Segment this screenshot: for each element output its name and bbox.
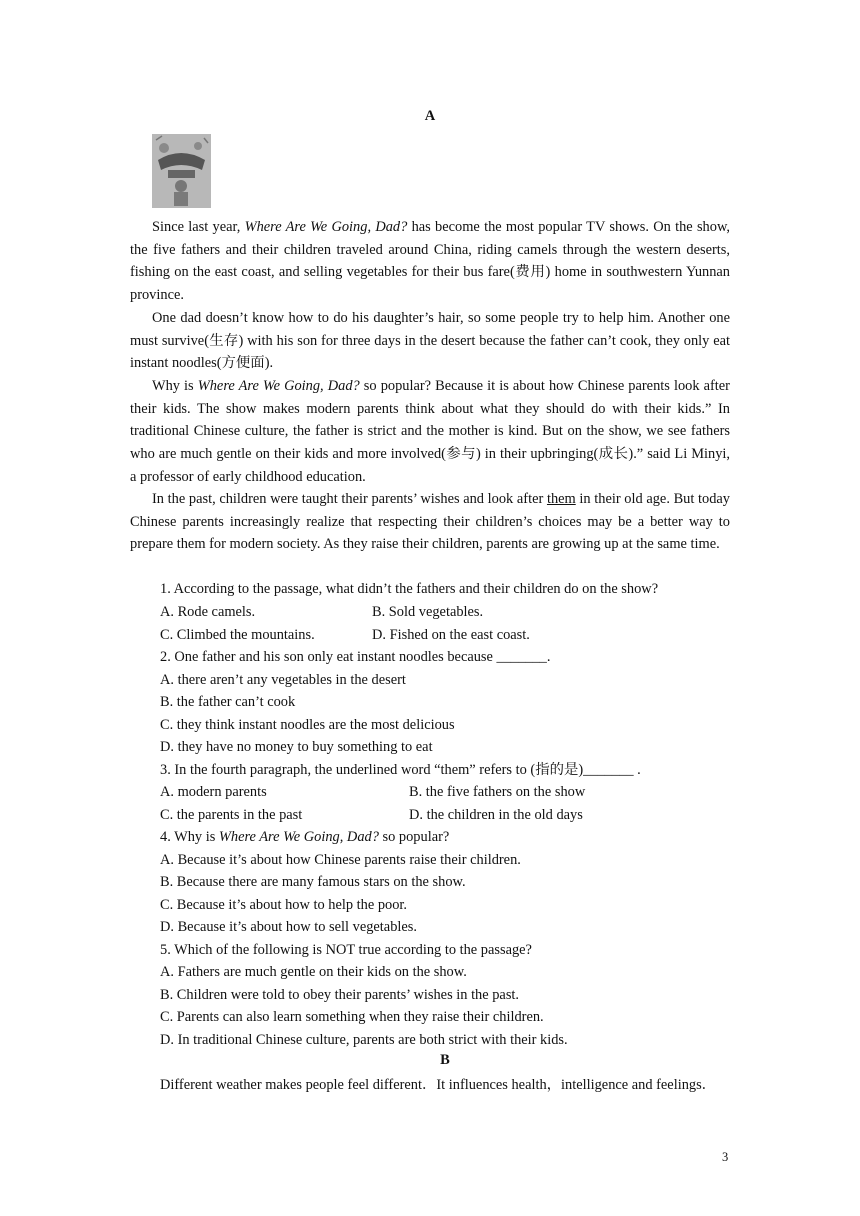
question-5-option-d: D. In traditional Chinese culture, parents are both strict with their kids. [160,1032,568,1048]
paragraph-4: In the past, children were taught their parents’ wishes and look after them in their old age. But today Chinese parents increasingly realize that respecting their children’s choices may be a better way to prepare them for modern society. As they raise their children, parents are growing up at the same time. [130,491,731,553]
question-2-option-b: B. the father can’t cook [160,694,296,710]
question-1-option-c: C. Climbed the mountains. [160,627,315,643]
question-1-option-b: B. Sold vegetables. [372,604,484,620]
section-b-first-line: Different weather makes people feel different．It influences health，intelligence and feelings． [160,1077,717,1093]
question-2-option-c: C. they think instant noodles are the most delicious [160,717,455,733]
question-5-option-b: B. Children were told to obey their parents’ wishes in the past. [160,987,520,1003]
question-1-stem: 1. According to the passage, what didn’t the fathers and their children do on the show? [160,581,659,597]
question-4-option-d: D. Because it’s about how to sell vegetables. [160,919,417,935]
page-number: 3 [722,1150,729,1164]
question-3-stem: 3. In the fourth paragraph, the underlined word “them” refers to (指的是)_______ . [160,762,641,778]
question-2-stem: 2. One father and his son only eat instant noodles because _______. [160,649,551,665]
question-1-option-d: D. Fished on the east coast. [372,627,530,643]
tv-show-logo-icon [152,134,211,208]
paragraph-1: Since last year, Where Are We Going, Dad? has become the most popular TV shows. On the show, the five fathers and their children traveled around China, riding camels through the western deserts, fishing on the east coast, and selling vegetables for their bus fare(费用) home in southwestern Yunnan province. [130,219,730,304]
paragraph-3: Why is Where Are We Going, Dad? so popular? Because it is about how Chinese parents look after their kids. The show makes modern parents think about what they should do with their kids.” In traditional Chinese culture, the father is strict and the mother is kind. But on the show, we see fathers who are much gentle on their kids and more involved(参与) in their upbringing(成长).” said Li Minyi, a professor of early childhood education. [130,378,730,485]
question-3-option-d: D. the children in the old days [409,807,583,823]
question-2-option-a: A. there aren’t any vegetables in the desert [160,672,406,688]
section-b-title: B [440,1052,450,1068]
question-4-option-b: B. Because there are many famous stars on the show. [160,874,466,890]
question-3-option-a: A. modern parents [160,784,267,800]
paragraph-2: One dad doesn’t know how to do his daughter’s hair, so some people try to help him. Another one must survive(生存) with his son for three days in the desert because the father can’t cook, they only eat instant noodles(方便面). [130,310,730,372]
section-a-title: A [424,108,436,124]
question-3-option-b: B. the five fathers on the show [409,784,586,800]
question-4-option-a: A. Because it’s about how Chinese parents raise their children. [160,852,521,868]
question-5-option-c: C. Parents can also learn something when they raise their children. [160,1009,544,1025]
question-2-option-d: D. they have no money to buy something to eat [160,739,433,755]
question-5-stem: 5. Which of the following is NOT true according to the passage? [160,942,532,958]
question-4-stem: 4. Why is Where Are We Going, Dad? so popular? [160,829,450,845]
question-3-option-c: C. the parents in the past [160,807,303,823]
question-5-option-a: A. Fathers are much gentle on their kids on the show. [160,964,467,980]
question-4-option-c: C. Because it’s about how to help the poor. [160,897,408,913]
question-1-option-a: A. Rode camels. [160,604,256,620]
